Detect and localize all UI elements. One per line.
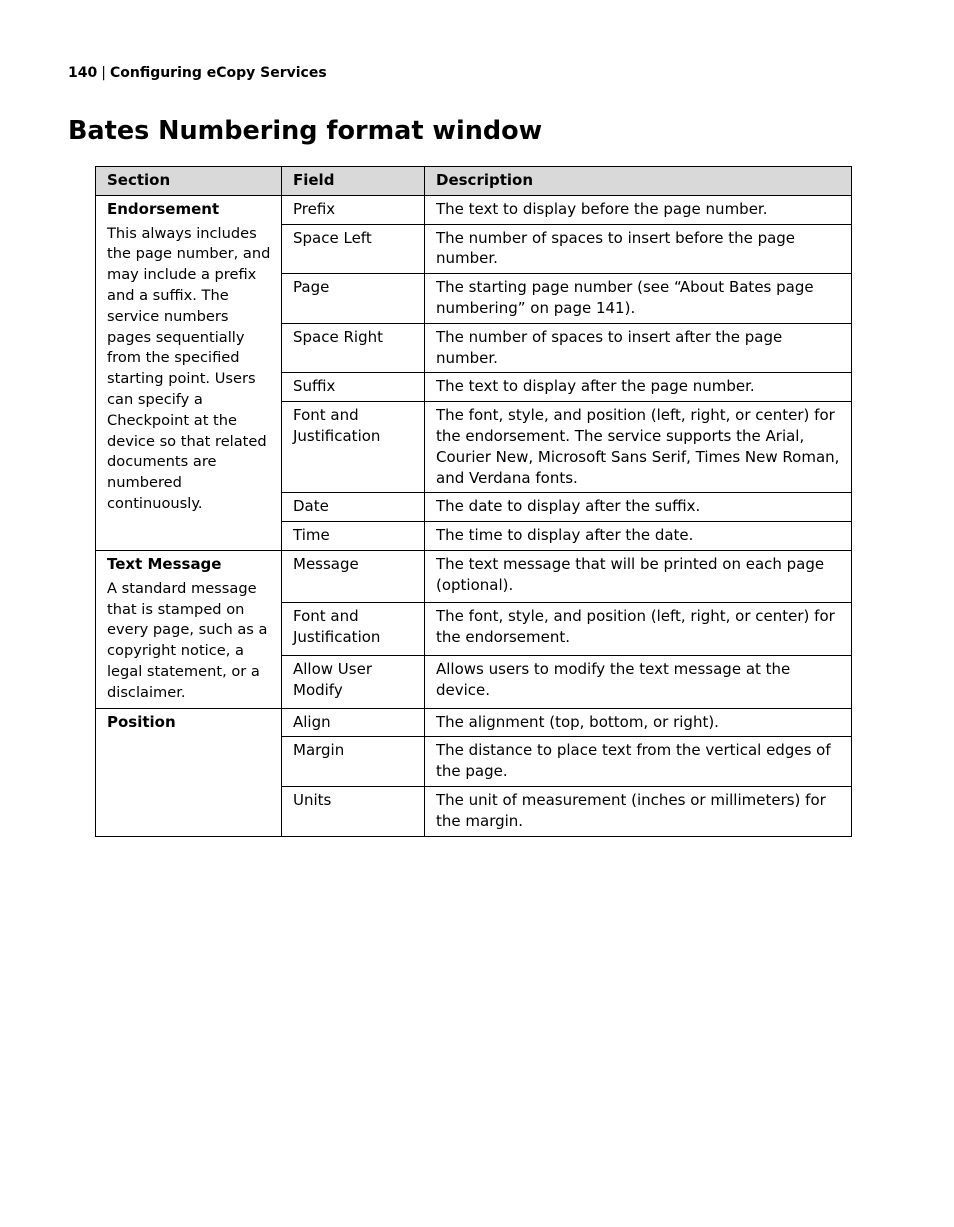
header-separator: |	[101, 65, 106, 81]
description-cell: The text to display after the page number.	[425, 373, 852, 402]
field-cell: Units	[282, 786, 425, 836]
field-cell: Align	[282, 708, 425, 737]
section-title: Text Message	[107, 554, 222, 573]
bates-format-table	[95, 166, 852, 837]
description-cell: The text message that will be printed on each page (optional).	[425, 550, 852, 603]
description-cell: The unit of measurement (inches or millimeters) for the margin.	[425, 786, 852, 836]
field-cell: Time	[282, 522, 425, 551]
chapter-title: Configuring eCopy Services	[109, 65, 327, 81]
description-cell: The starting page number (see “About Bates page numbering” on page 141).	[425, 274, 852, 324]
description-cell: The number of spaces to insert after the page number.	[425, 323, 852, 373]
field-cell: Allow User Modify	[282, 655, 425, 708]
table-header-row	[96, 167, 852, 196]
field-cell: Page	[282, 274, 425, 324]
description-cell: Allows users to modify the text message at the device.	[425, 655, 852, 708]
field-cell: Font and Justification	[282, 402, 425, 493]
page-title: Bates Numbering format window	[68, 116, 543, 146]
field-cell: Prefix	[282, 195, 425, 224]
column-header-section: Section	[96, 167, 282, 196]
field-cell: Space Right	[282, 323, 425, 373]
description-cell: The date to display after the suffix.	[425, 493, 852, 522]
table-row	[96, 708, 852, 737]
description-cell: The number of spaces to insert before the page number.	[425, 224, 852, 274]
section-description: A standard message that is stamped on every page, such as a copyright notice, a legal statement, or a disclaimer.	[107, 579, 268, 701]
description-cell: The font, style, and position (left, right, or center) for the endorsement. The service supports the Arial, Courier New, Microsoft Sans Serif, Times New Roman, and Verdana fonts.	[425, 402, 852, 493]
description-cell: The distance to place text from the vertical edges of the page.	[425, 737, 852, 787]
page-number: 140	[68, 65, 98, 81]
section-cell-position	[96, 708, 282, 836]
field-cell: Font and Justification	[282, 603, 425, 656]
field-cell: Margin	[282, 737, 425, 787]
section-cell-endorsement	[96, 195, 282, 550]
column-header-description: Description	[425, 167, 852, 196]
table-row	[96, 195, 852, 224]
field-cell: Suffix	[282, 373, 425, 402]
field-cell: Space Left	[282, 224, 425, 274]
section-title: Position	[107, 712, 176, 731]
column-header-field: Field	[282, 167, 425, 196]
description-cell: The text to display before the page number.	[425, 195, 852, 224]
table-row	[96, 550, 852, 603]
description-cell: The time to display after the date.	[425, 522, 852, 551]
field-cell: Message	[282, 550, 425, 603]
description-cell: The font, style, and position (left, right, or center) for the endorsement.	[425, 603, 852, 656]
section-title: Endorsement	[107, 199, 220, 218]
running-header	[68, 63, 327, 83]
description-cell: The alignment (top, bottom, or right).	[425, 708, 852, 737]
section-description: This always includes the page number, and may include a prefix and a suffix. The service numbers pages sequentially from the specified starting point. Users can specify a Checkpoint at the device so that related documents are numbered continuously.	[107, 224, 271, 512]
field-cell: Date	[282, 493, 425, 522]
section-cell-text-message	[96, 550, 282, 708]
